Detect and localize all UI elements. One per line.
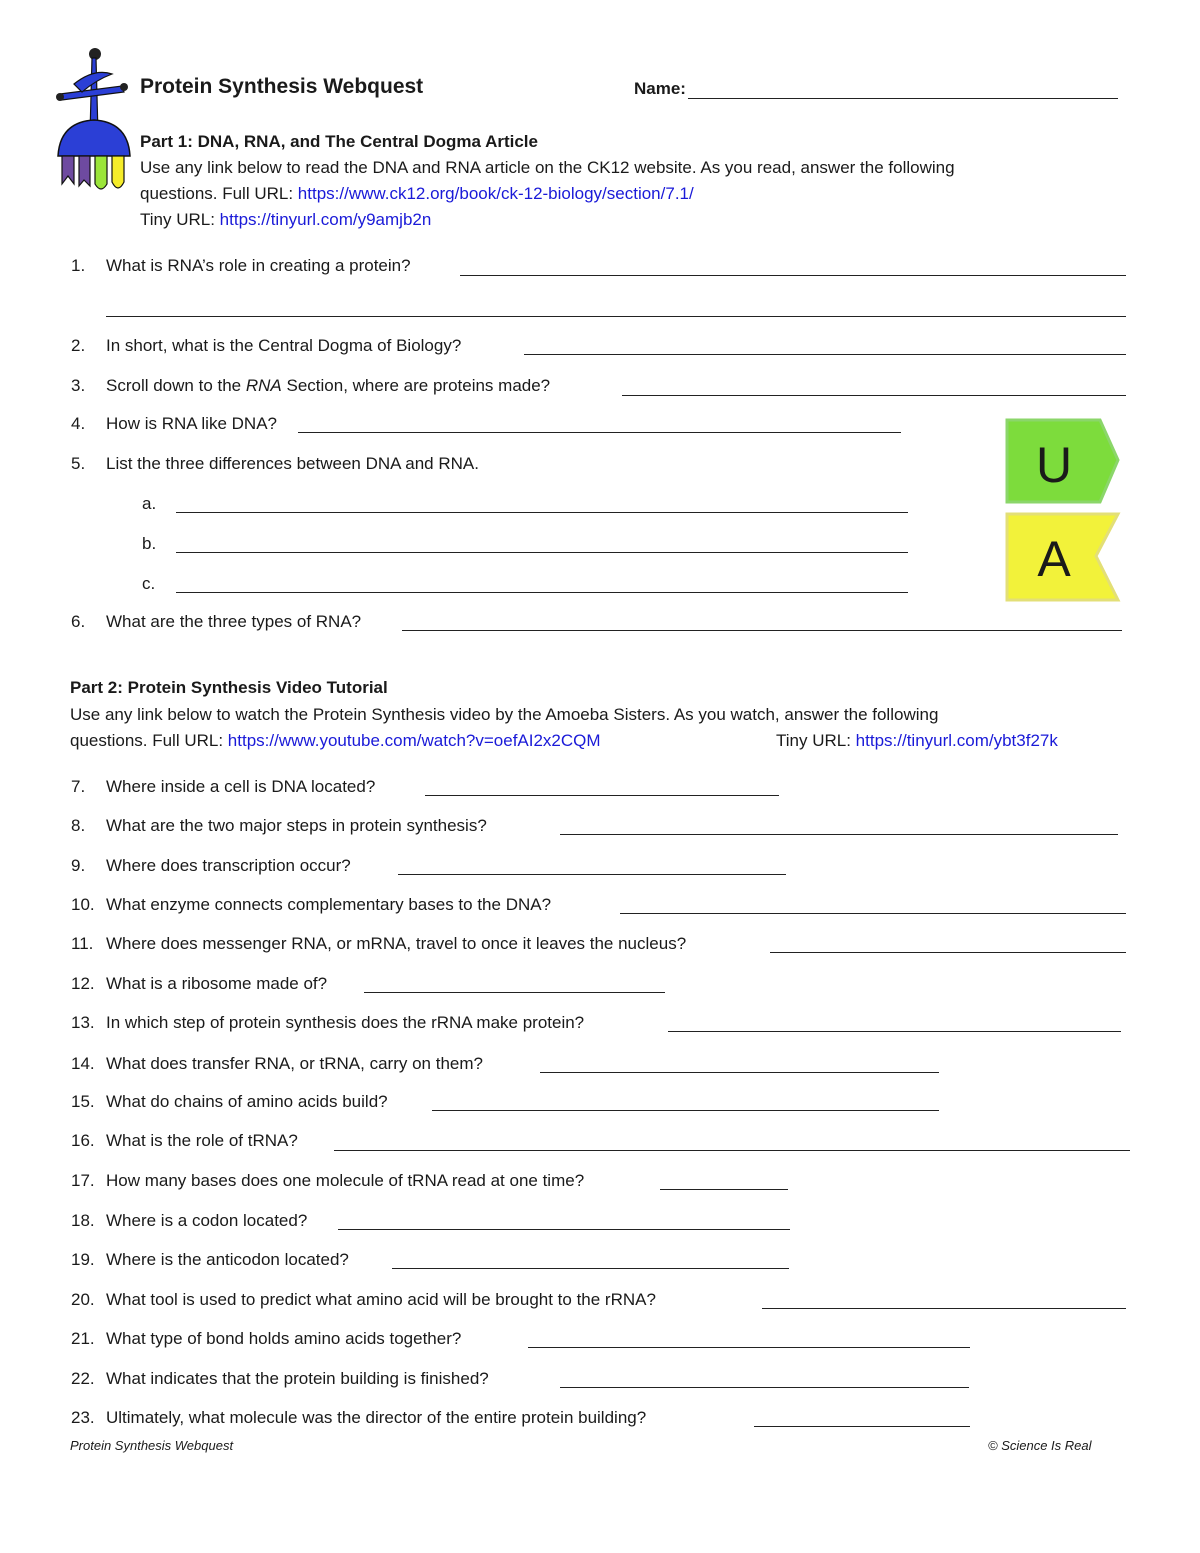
answer-line-12[interactable] <box>364 992 665 993</box>
answer-line-3[interactable] <box>622 395 1126 396</box>
question-number: 6. <box>71 612 86 631</box>
base-tag-u-letter: U <box>1035 437 1073 493</box>
question-number: 18. <box>71 1211 95 1230</box>
answer-line-15[interactable] <box>432 1110 939 1111</box>
question-text: What enzyme connects complementary bases to the DNA? <box>106 895 552 914</box>
question-text-em: RNA <box>245 376 282 395</box>
question-number: 23. <box>71 1408 95 1427</box>
answer-line-5c[interactable] <box>176 592 908 593</box>
question-number: 5. <box>71 454 86 473</box>
question-text: Where is a codon located? <box>106 1211 308 1230</box>
answer-line-22[interactable] <box>560 1387 969 1388</box>
question-text: Where inside a cell is DNA located? <box>106 777 376 796</box>
question-text: List the three differences between DNA and RNA. <box>106 454 479 473</box>
answer-line-8[interactable] <box>560 834 1118 835</box>
answer-line-9[interactable] <box>398 874 786 875</box>
answer-line-11[interactable] <box>770 952 1126 953</box>
question-number: 9. <box>71 856 86 875</box>
question-number: 1. <box>71 256 86 275</box>
sub-item-c: c. <box>142 574 156 593</box>
question-text: How is RNA like DNA? <box>106 414 277 433</box>
answer-line-6[interactable] <box>402 630 1122 631</box>
question-number: 13. <box>71 1013 95 1032</box>
answer-line-20[interactable] <box>762 1308 1126 1309</box>
question-number: 10. <box>71 895 95 914</box>
part1-tiny-url-link[interactable]: https://tinyurl.com/y9amjb2n <box>219 210 432 229</box>
part1-heading: Part 1: DNA, RNA, and The Central Dogma Article <box>140 132 538 151</box>
question-text-pre: Scroll down to the <box>106 376 246 395</box>
answer-line-19[interactable] <box>392 1268 789 1269</box>
part1-full-url-link[interactable]: https://www.ck12.org/book/ck-12-biology/section/7.1/ <box>297 184 694 203</box>
part2-heading: Part 2: Protein Synthesis Video Tutorial <box>70 678 388 697</box>
part1-full-url-label: questions. Full URL: <box>140 184 298 203</box>
question-number: 11. <box>71 934 94 953</box>
question-number: 3. <box>71 376 86 395</box>
question-text: What does transfer RNA, or tRNA, carry on them? <box>106 1054 483 1073</box>
question-text: Where is the anticodon located? <box>106 1250 349 1269</box>
question-text: What indicates that the protein building is finished? <box>106 1369 489 1388</box>
question-number: 14. <box>71 1054 95 1073</box>
sub-item-b: b. <box>142 534 157 553</box>
part2-tiny-url-label: Tiny URL: <box>776 731 856 750</box>
question-text: In short, what is the Central Dogma of Biology? <box>106 336 462 355</box>
answer-line-1b[interactable] <box>106 316 1126 317</box>
question-text: Ultimately, what molecule was the director of the entire protein building? <box>106 1408 647 1427</box>
part2-instructions-line1: Use any link below to watch the Protein Synthesis video by the Amoeba Sisters. As you watch, answer the following <box>70 705 939 724</box>
name-field[interactable] <box>688 98 1118 99</box>
name-label: Name: <box>634 79 686 98</box>
question-number: 17. <box>71 1171 95 1190</box>
question-text: How many bases does one molecule of tRNA read at one time? <box>106 1171 585 1190</box>
answer-line-5a[interactable] <box>176 512 908 513</box>
question-number: 12. <box>71 974 95 993</box>
answer-line-14[interactable] <box>540 1072 939 1073</box>
answer-line-18[interactable] <box>338 1229 790 1230</box>
question-number: 16. <box>71 1131 95 1150</box>
base-tag-a-letter: A <box>1037 531 1071 587</box>
answer-line-5b[interactable] <box>176 552 908 553</box>
answer-line-10[interactable] <box>620 913 1126 914</box>
part2-full-url-link[interactable]: https://www.youtube.com/watch?v=oefAI2x2CQM <box>227 731 601 750</box>
answer-line-4[interactable] <box>298 432 901 433</box>
answer-line-23[interactable] <box>754 1426 970 1427</box>
answer-line-7[interactable] <box>425 795 779 796</box>
question-text: What type of bond holds amino acids together? <box>106 1329 462 1348</box>
question-number: 7. <box>71 777 86 796</box>
question-text: What is RNA’s role in creating a protein? <box>106 256 411 275</box>
answer-line-16[interactable] <box>334 1150 1130 1151</box>
question-number: 22. <box>71 1369 95 1388</box>
question-number: 8. <box>71 816 86 835</box>
question-number: 15. <box>71 1092 95 1111</box>
question-text: Where does transcription occur? <box>106 856 351 875</box>
part2-instructions <box>70 702 1150 754</box>
question-text: What is a ribosome made of? <box>106 974 328 993</box>
footer-left: Protein Synthesis Webquest <box>70 1438 234 1453</box>
sub-item-a: a. <box>142 494 157 513</box>
answer-line-2[interactable] <box>524 354 1126 355</box>
question-text: What are the two major steps in protein synthesis? <box>106 816 487 835</box>
question-text: What are the three types of RNA? <box>106 612 362 631</box>
part2-tiny-url-link[interactable]: https://tinyurl.com/ybt3f27k <box>855 731 1058 750</box>
question-text: What do chains of amino acids build? <box>106 1092 388 1111</box>
part1-instructions-line1: Use any link below to read the DNA and RNA article on the CK12 website. As you read, answer the following <box>140 158 955 177</box>
part2-full-url-label: questions. Full URL: <box>70 731 228 750</box>
answer-line-13[interactable] <box>668 1031 1121 1032</box>
answer-line-21[interactable] <box>528 1347 970 1348</box>
question-text: What tool is used to predict what amino acid will be brought to the rRNA? <box>106 1290 656 1309</box>
question-text-post: Section, where are proteins made? <box>281 376 551 395</box>
answer-line-17[interactable] <box>660 1189 788 1190</box>
page-title: Protein Synthesis Webquest <box>140 75 424 98</box>
base-tags-graphic <box>1004 416 1122 606</box>
footer-right: © Science Is Real <box>988 1438 1092 1453</box>
question-text: In which step of protein synthesis does the rRNA make protein? <box>106 1013 585 1032</box>
answer-line-1[interactable] <box>460 275 1126 276</box>
question-number: 2. <box>71 336 86 355</box>
part1-tiny-url-label: Tiny URL: <box>140 210 220 229</box>
question-number: 21. <box>71 1329 95 1348</box>
question-number: 4. <box>71 414 86 433</box>
part1-instructions <box>140 155 1140 233</box>
trna-logo-icon <box>52 44 132 194</box>
question-text: Where does messenger RNA, or mRNA, travel to once it leaves the nucleus? <box>106 934 687 953</box>
question-number: 19. <box>71 1250 95 1269</box>
question-number: 20. <box>71 1290 95 1309</box>
question-text: What is the role of tRNA? <box>106 1131 298 1150</box>
